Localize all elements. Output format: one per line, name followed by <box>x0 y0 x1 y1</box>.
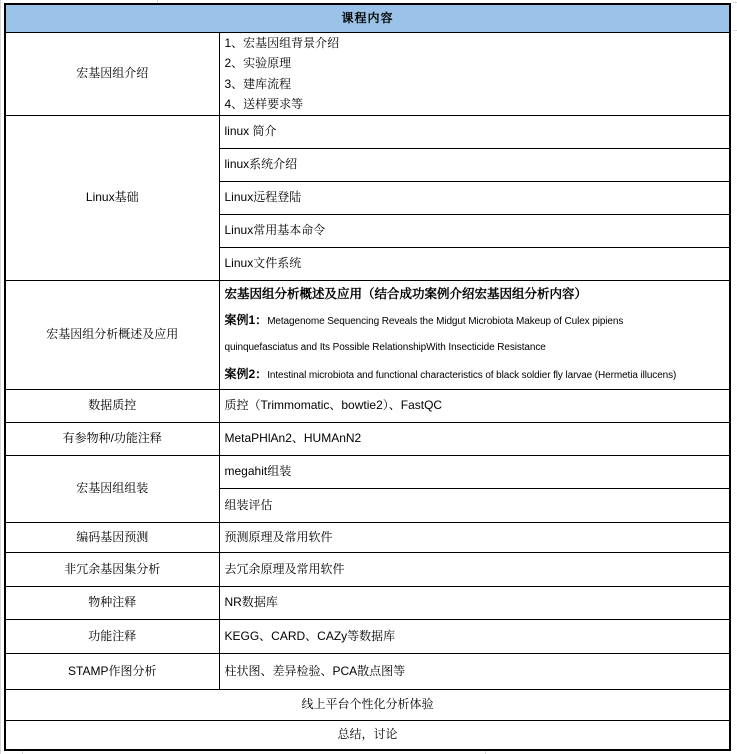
topic-cell-intro: 宏基因组介绍 <box>5 32 219 115</box>
case1-line1 <box>225 307 725 335</box>
detail-cell-ref-annotation: MetaPHlAn2、HUMAnN2 <box>219 422 730 455</box>
case1-label: 案例1： <box>224 312 268 327</box>
detail-cell-assembly-1: megahit组装 <box>219 455 730 488</box>
intro-item: 4、送样要求等 <box>224 97 304 111</box>
topic-cell-gene-prediction: 编码基因预测 <box>5 522 219 552</box>
intro-item: 1、宏基因组背景介绍 <box>224 35 340 50</box>
course-content-table <box>4 3 731 751</box>
topic-cell-qc: 数据质控 <box>5 389 219 422</box>
topic-cell-function: 功能注释 <box>5 619 219 653</box>
detail-cell-linux-2: linux系统介绍 <box>219 148 730 181</box>
gridline <box>0 0 1 754</box>
detail-cell-linux-1: linux 简介 <box>219 115 730 148</box>
detail-cell-intro <box>219 32 730 115</box>
detail-cell-linux-4: Linux常用基本命令 <box>219 214 730 247</box>
fullwidth-cell-online-platform: 线上平台个性化分析体验 <box>5 689 730 720</box>
detail-cell-gene-prediction: 预测原理及常用软件 <box>219 522 730 552</box>
topic-cell-stamp: STAMP作图分析 <box>5 653 219 689</box>
fullwidth-cell-summary: 总结，讨论 <box>5 720 730 750</box>
detail-cell-function: KEGG、CARD、CAZy等数据库 <box>219 619 730 653</box>
topic-cell-linux: Linux基础 <box>5 115 219 280</box>
detail-cell-assembly-2: 组装评估 <box>219 488 730 522</box>
detail-cell-taxonomy: NR数据库 <box>219 586 730 619</box>
case1-text-line1: Metagenome Sequencing Reveals the Midgut Microbiota Makeup of Culex pipiens <box>267 315 624 327</box>
case1-text-line2: quinquefasciatus and Its Possible RelationshipWith Insecticide Resistance <box>224 341 546 353</box>
detail-cell-linux-3: Linux远程登陆 <box>219 181 730 214</box>
case2-label: 案例2： <box>224 366 268 381</box>
case2-line <box>225 361 725 389</box>
intro-item: 2、实验原理 <box>224 56 292 70</box>
intro-item: 3、建库流程 <box>224 76 292 91</box>
topic-cell-assembly: 宏基因组组装 <box>5 455 219 522</box>
detail-cell-stamp: 柱状图、差异检验、PCA散点图等 <box>219 653 730 689</box>
topic-cell-ref-annotation: 有参物种/功能注释 <box>5 422 219 455</box>
detail-cell-nonredundant: 去冗余原理及常用软件 <box>219 552 730 586</box>
table-title-cell: 课程内容 <box>5 4 730 32</box>
gridline <box>733 30 737 31</box>
gridline <box>733 2 737 3</box>
topic-cell-overview: 宏基因组分析概述及应用 <box>5 280 219 389</box>
detail-cell-linux-5: Linux文件系统 <box>219 247 730 280</box>
case2-text: Intestinal microbiota and functional characteristics of black soldier fly larvae (Hermetia illucens) <box>267 369 677 381</box>
topic-cell-taxonomy: 物种注释 <box>5 586 219 619</box>
topic-cell-nonredundant: 非冗余基因集分析 <box>5 552 219 586</box>
detail-cell-qc: 质控（Trimmomatic、bowtie2）、FastQC <box>219 389 730 422</box>
detail-cell-overview <box>219 280 730 389</box>
overview-bold-title: 宏基因组分析概述及应用（结合成功案例介绍宏基因组分析内容） <box>224 286 588 301</box>
